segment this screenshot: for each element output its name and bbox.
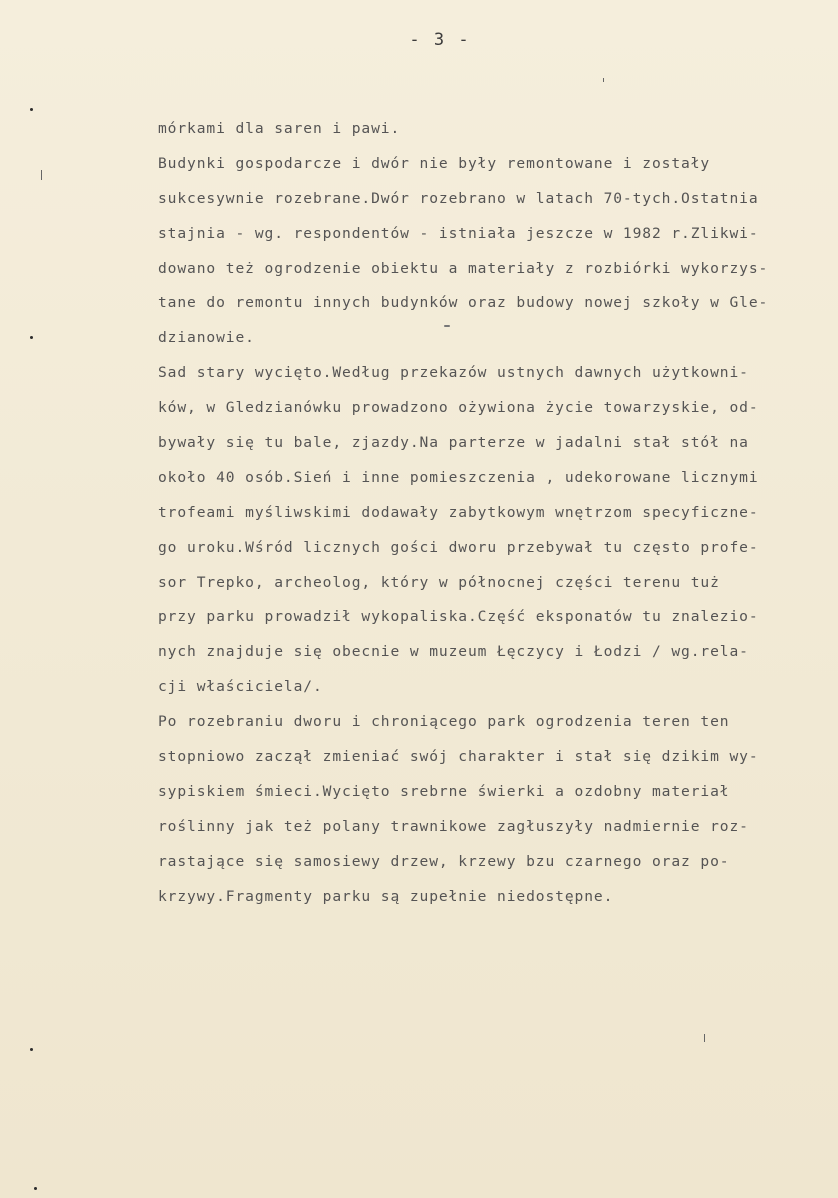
text-line: dowano też ogrodzenie obiektu a materiały z rozbiórki wykorzys- bbox=[158, 259, 769, 277]
text-line: tane do remontu innych budynków oraz budowy nowej szkoły w Gle- bbox=[158, 294, 769, 312]
scan-speck bbox=[30, 1048, 33, 1051]
text-line: ków, w Gledzianówku prowadzono ożywiona życie towarzyskie, od- bbox=[158, 399, 759, 417]
text-line: Sad stary wycięto.Według przekazów ustnych dawnych użytkowni- bbox=[158, 364, 749, 382]
text-line: trofeami myśliwskimi dodawały zabytkowym wnętrzom specyficzne- bbox=[158, 503, 759, 521]
text-line: rastające się samosiewy drzew, krzewy bzu czarnego oraz po- bbox=[158, 852, 730, 870]
text-line: sypiskiem śmieci.Wycięto srebrne świerki a ozdobny materiał bbox=[158, 782, 730, 800]
text-line: bywały się tu bale, zjazdy.Na parterze w jadalni stał stół na bbox=[158, 434, 749, 452]
text-line: Budynki gospodarcze i dwór nie były remontowane i zostały bbox=[158, 154, 711, 172]
text-line: sukcesywnie rozebrane.Dwór rozebrano w latach 70-tych.Ostatnia bbox=[158, 189, 759, 207]
text-line: go uroku.Wśród licznych gości dworu przebywał tu często profe- bbox=[158, 538, 759, 556]
scan-speck bbox=[30, 108, 33, 111]
scan-speck bbox=[41, 170, 42, 180]
text-line: stajnia - wg. respondentów - istniała jeszcze w 1982 r.Zlikwi- bbox=[158, 224, 759, 242]
scan-speck bbox=[444, 325, 450, 327]
scan-speck bbox=[603, 78, 604, 82]
text-line: przy parku prowadził wykopaliska.Część eksponatów tu znalezio- bbox=[158, 608, 759, 626]
text-line: dzianowie. bbox=[158, 329, 255, 347]
scan-speck bbox=[704, 1034, 705, 1042]
scan-speck bbox=[30, 336, 33, 339]
page-number: - 3 - bbox=[409, 30, 471, 50]
text-line: roślinny jak też polany trawnikowe zagłuszyły nadmiernie roz- bbox=[158, 817, 749, 835]
scan-speck bbox=[34, 1187, 37, 1190]
body-text bbox=[158, 112, 818, 914]
text-line: stopniowo zaczął zmieniać swój charakter i stał się dzikim wy- bbox=[158, 748, 759, 766]
text-line: mórkami dla saren i pawi. bbox=[158, 120, 401, 137]
text-line: cji właściciela/. bbox=[158, 678, 323, 696]
text-line: około 40 osób.Sień i inne pomieszczenia , udekorowane licznymi bbox=[158, 468, 759, 486]
text-line: nych znajduje się obecnie w muzeum Łęczycy i Łodzi / wg.rela- bbox=[158, 643, 749, 661]
text-line: sor Trepko, archeolog, który w północnej części terenu tuż bbox=[158, 573, 720, 591]
text-line: Po rozebraniu dworu i chroniącego park ogrodzenia teren ten bbox=[158, 713, 730, 731]
text-line: krzywy.Fragmenty parku są zupełnie niedostępne. bbox=[158, 887, 614, 905]
